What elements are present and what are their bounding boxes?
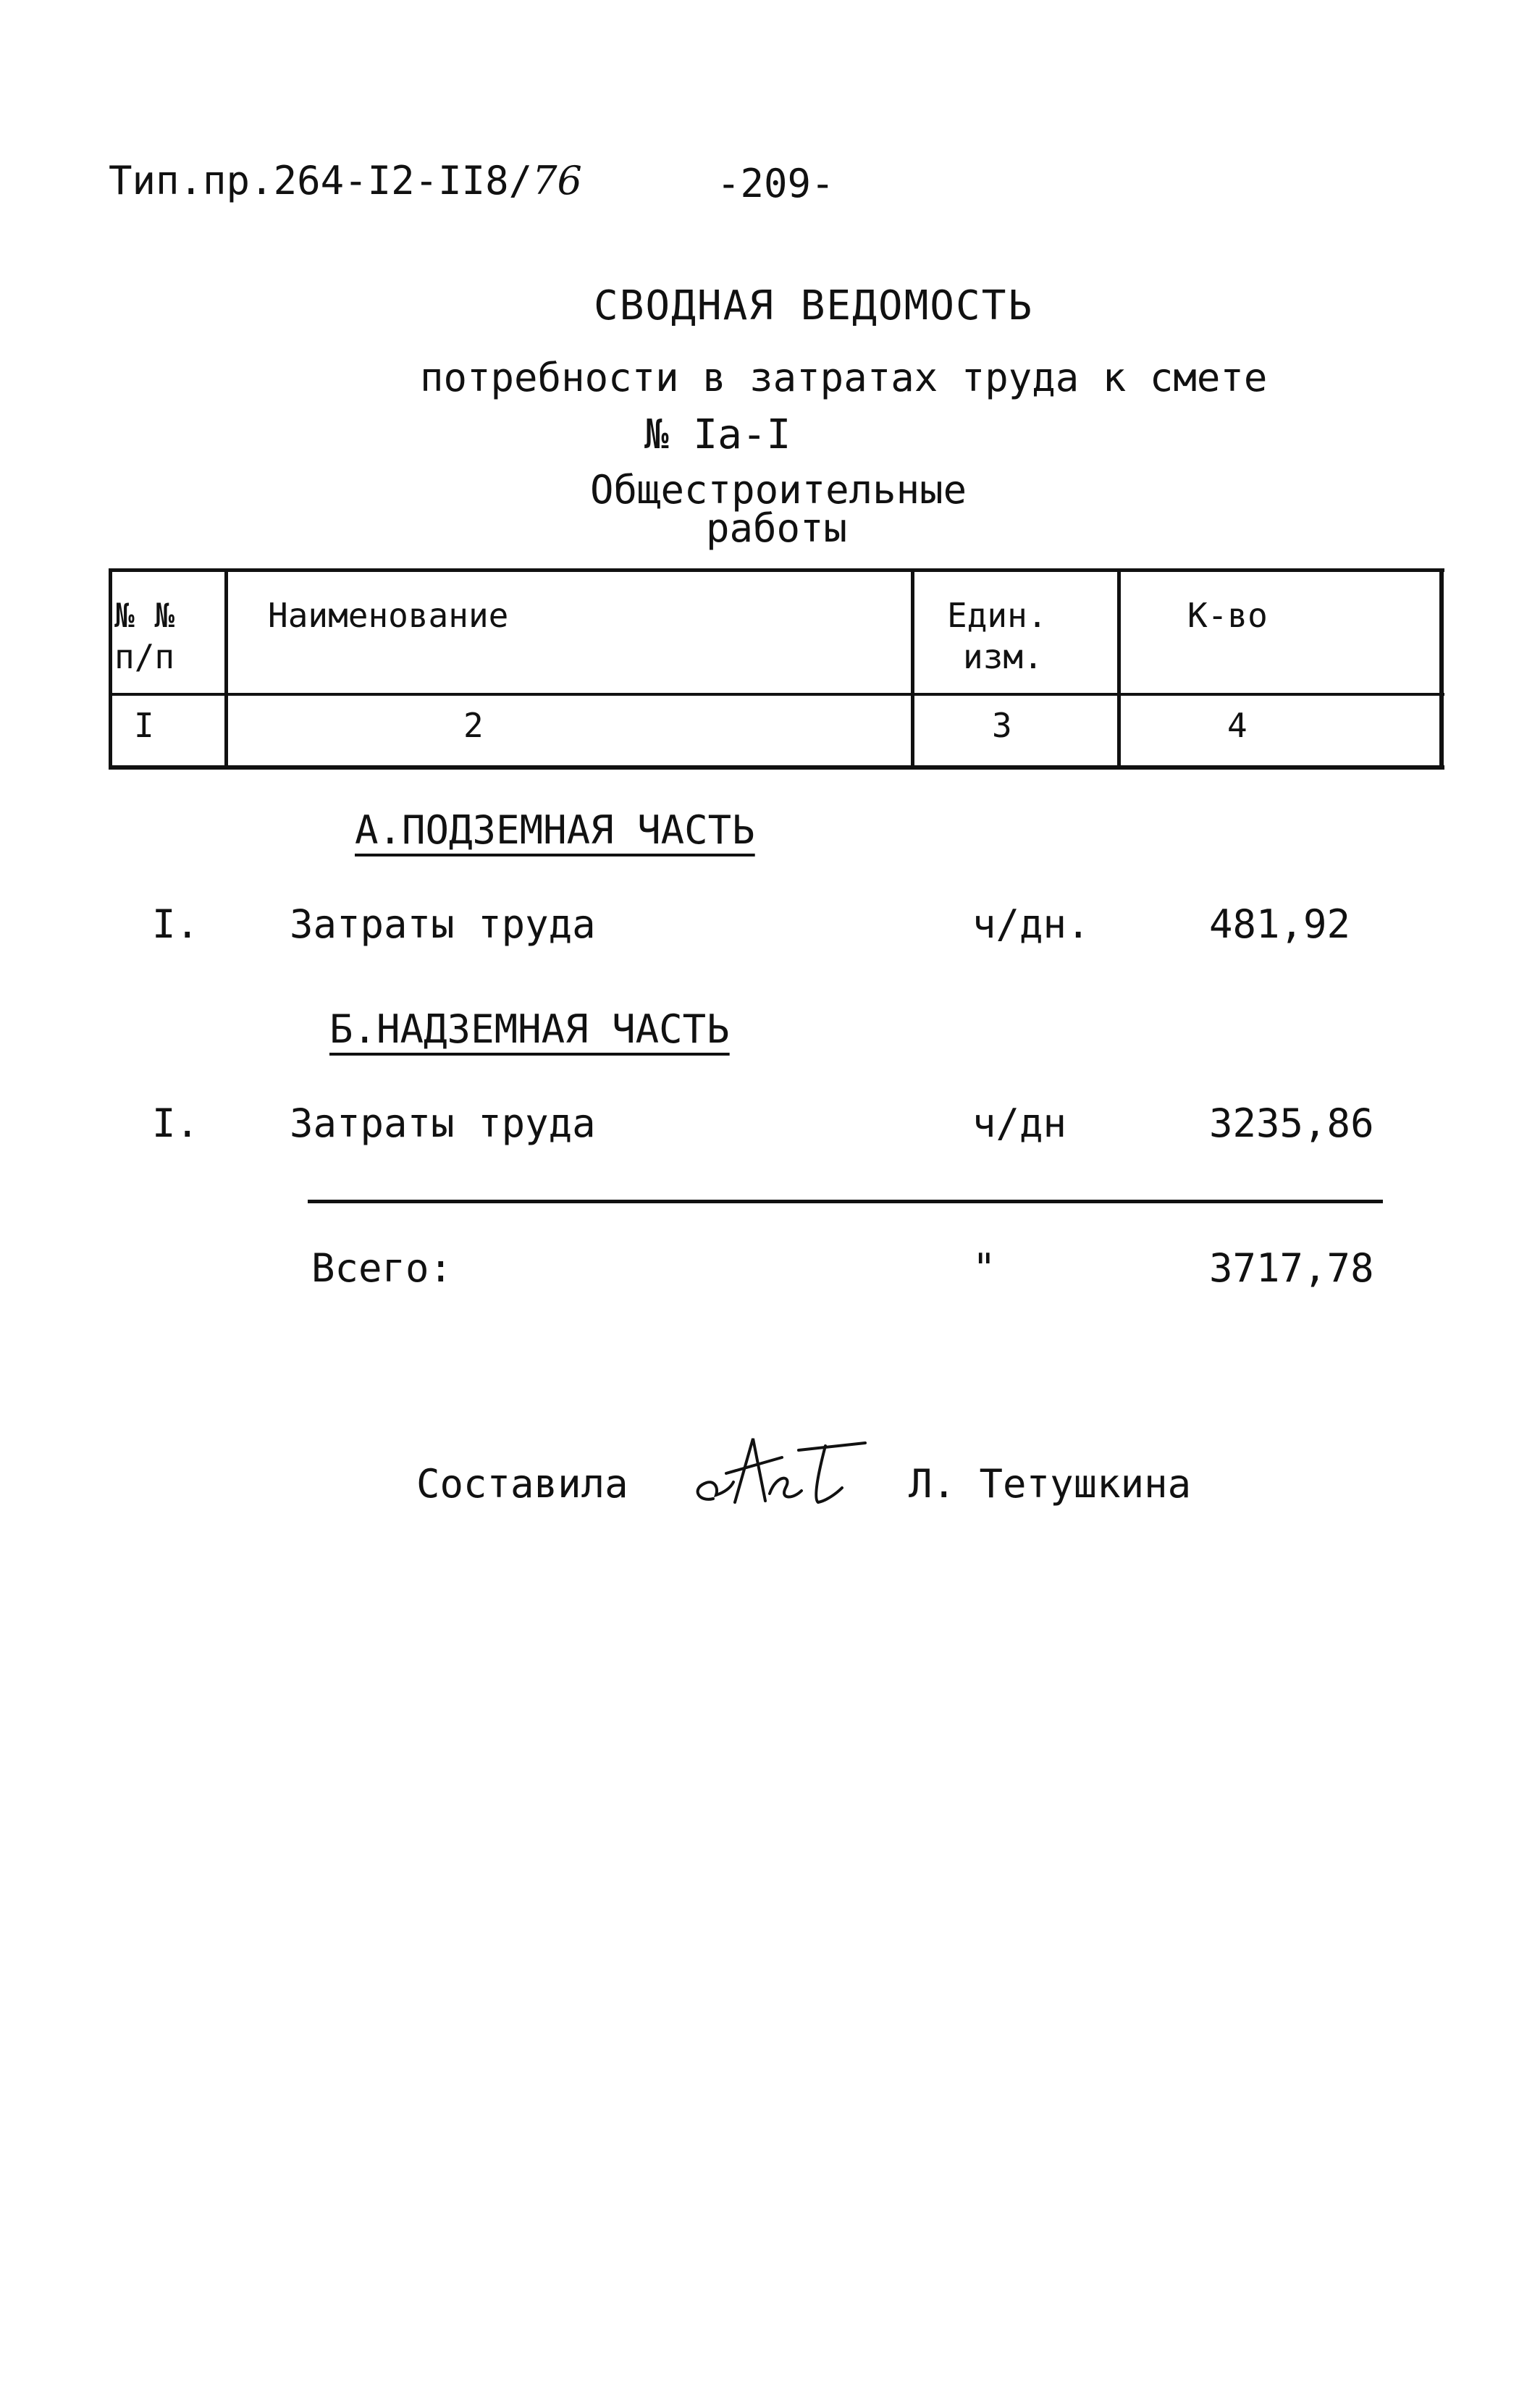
compiled-by-label: Составила: [416, 1461, 628, 1507]
total-unit: ": [972, 1245, 996, 1291]
row-number: I.: [152, 1100, 200, 1146]
column-number-2: 2: [463, 706, 484, 745]
table-column-divider-2: [911, 568, 914, 770]
table-column-divider-3: [1117, 568, 1121, 770]
section-title-aboveground: Б.НАДЗЕМНАЯ ЧАСТЬ: [329, 1006, 730, 1052]
table-border-top: [109, 568, 1444, 572]
header-name: Наименование: [268, 596, 509, 635]
row-unit: ч/дн.: [972, 901, 1090, 947]
row-quantity: 3235,86: [1209, 1100, 1374, 1146]
table-border-bottom: [109, 765, 1444, 770]
document-code-handwritten: 76: [532, 158, 582, 203]
work-type-line-2: работы: [706, 505, 848, 551]
row-number: I.: [152, 901, 200, 947]
document-subtitle: потребности в затратах труда к смете: [420, 355, 1268, 400]
document-title: СВОДНАЯ ВЕДОМОСТЬ: [594, 282, 1034, 329]
header-unit-line-1: Един.: [947, 596, 1048, 635]
table-border-left: [109, 568, 112, 770]
total-label: Всего:: [311, 1245, 453, 1291]
compiler-name: Л. Тетушкина: [909, 1461, 1192, 1507]
table-divider-middle: [109, 693, 1444, 696]
row-name: Затраты труда: [290, 1100, 596, 1146]
header-quantity: К-во: [1187, 596, 1268, 635]
document-code-typed: Тип.пр.264-I2-II8/: [109, 158, 533, 203]
table-column-divider-1: [224, 568, 228, 770]
header-number-line-1: № №: [114, 596, 175, 635]
total-quantity: 3717,78: [1209, 1245, 1374, 1291]
row-unit: ч/дн: [972, 1100, 1067, 1146]
document-code: [109, 158, 582, 203]
header-table: [109, 568, 1444, 771]
estimate-number: № Iа-I: [644, 411, 791, 458]
table-border-right: [1439, 568, 1444, 770]
column-number-1: I: [134, 706, 154, 745]
handwritten-signature: [684, 1430, 869, 1524]
column-number-3: 3: [992, 706, 1012, 745]
section-title-underground: А.ПОДЗЕМНАЯ ЧАСТЬ: [355, 807, 755, 853]
page-number: -209-: [717, 161, 835, 206]
header-unit-line-2: изм.: [963, 637, 1043, 676]
work-type-line-1: Общестроительные: [590, 467, 967, 513]
header-number-line-2: п/п: [114, 637, 175, 676]
row-name: Затраты труда: [290, 901, 596, 947]
total-separator-line: [308, 1200, 1383, 1203]
column-number-4: 4: [1227, 706, 1247, 745]
row-quantity: 481,92: [1209, 901, 1351, 947]
